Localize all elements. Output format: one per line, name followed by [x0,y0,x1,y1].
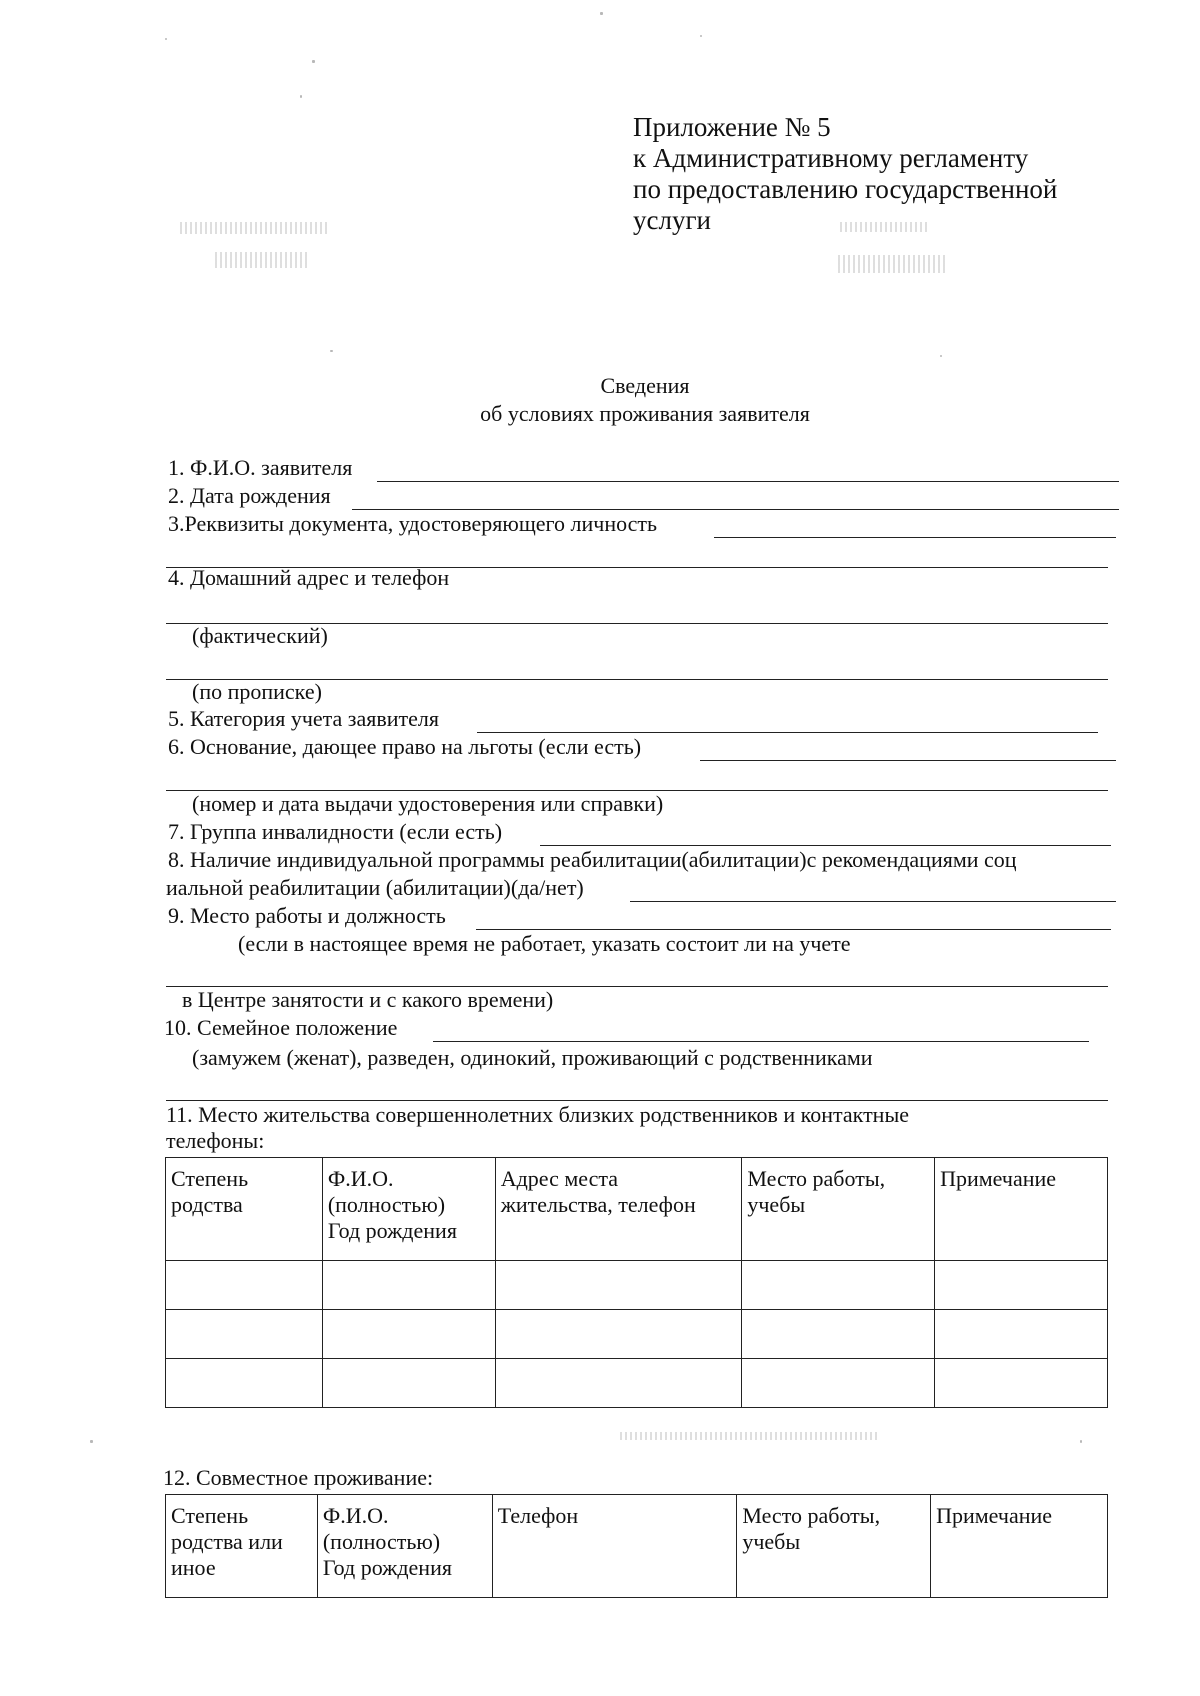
title-line-2: об условиях проживания заявителя [480,401,810,426]
table-row [166,1359,1108,1408]
field-workplace-input[interactable] [476,929,1111,930]
relatives-table [165,1157,1108,1408]
document-title [0,372,1200,428]
field-benefits-label: 6. Основание, дающее право на льготы (если есть) [168,734,642,759]
appendix-number: Приложение № 5 [633,112,831,142]
field-disability-input[interactable] [540,845,1111,846]
field-family-input-2[interactable] [166,1100,1108,1101]
appendix-line-3: по предоставлению государственной [633,174,1058,204]
field-address-label: 4. Домашний адрес и телефон [168,565,450,590]
table-cell[interactable] [742,1359,935,1408]
relatives-header-fio: Ф.И.О. (полностью) Год рождения [322,1158,495,1261]
field-fio-input[interactable] [377,481,1119,482]
cohabitants-table [165,1494,1108,1598]
field-id-document-input[interactable] [714,537,1116,538]
field-id-document-label: 3.Реквизиты документа, удостоверяющего личность [168,511,658,536]
field-disability-label: 7. Группа инвалидности (если есть) [168,819,503,844]
table-cell[interactable] [495,1359,742,1408]
field-family-input[interactable] [433,1041,1089,1042]
relatives-header-relation: Степень родства [166,1158,323,1261]
relatives-header-note: Примечание [935,1158,1108,1261]
table-cell[interactable] [495,1261,742,1310]
table-cell[interactable] [935,1310,1108,1359]
table-cell[interactable] [742,1261,935,1310]
table-cell[interactable] [322,1310,495,1359]
field-birthdate-input[interactable] [352,509,1119,510]
field-category-input[interactable] [477,732,1098,733]
relatives-table-header-row [166,1158,1108,1261]
appendix-header [633,112,1057,236]
field-rehab-label-1: 8. Наличие индивидуальной программы реабилитации(абилитации)с рекомендациями соц [168,847,1017,872]
table-cell[interactable] [166,1310,323,1359]
appendix-line-2: к Административному регламенту [633,143,1029,173]
cohabitants-table-header-row [166,1495,1108,1598]
cohabitants-header-work: Место работы, учебы [737,1495,931,1598]
section-11-label-2: телефоны: [166,1128,265,1153]
table-cell[interactable] [495,1310,742,1359]
field-fio-label: 1. Ф.И.О. заявителя [168,455,353,480]
field-family-label: 10. Семейное положение [164,1015,398,1040]
field-rehab-input[interactable] [630,901,1116,902]
field-birthdate-label: 2. Дата рождения [168,483,331,508]
table-cell[interactable] [166,1359,323,1408]
table-cell[interactable] [166,1261,323,1310]
table-cell[interactable] [935,1359,1108,1408]
cohabitants-header-note: Примечание [931,1495,1108,1598]
relatives-header-work: Место работы, учебы [742,1158,935,1261]
table-cell[interactable] [322,1261,495,1310]
relatives-header-address: Адрес места жительства, телефон [495,1158,742,1261]
field-family-note: (замужем (женат), разведен, одинокий, проживающий с родственниками [192,1045,873,1070]
field-address-actual-note: (фактический) [192,623,328,648]
field-benefits-note: (номер и дата выдачи удостоверения или справки) [192,791,664,816]
section-11-label-1: 11. Место жительства совершеннолетних близких родственников и контактные [166,1102,910,1127]
cohabitants-header-fio: Ф.И.О. (полностью) Год рождения [317,1495,492,1598]
field-address-registered-note: (по прописке) [192,679,322,704]
field-category-label: 5. Категория учета заявителя [168,706,440,731]
field-benefits-input[interactable] [700,760,1116,761]
cohabitants-header-phone: Телефон [492,1495,737,1598]
table-row [166,1261,1108,1310]
field-workplace-note-1: (если в настоящее время не работает, указать состоит ли на учете [238,931,851,956]
table-cell[interactable] [742,1310,935,1359]
field-workplace-note-2: в Центре занятости и с какого времени) [182,987,554,1012]
table-cell[interactable] [935,1261,1108,1310]
appendix-line-4: услуги [633,205,711,235]
table-cell[interactable] [322,1359,495,1408]
cohabitants-header-relation: Степень родства или иное [166,1495,318,1598]
table-row [166,1310,1108,1359]
section-12-label: 12. Совместное проживание: [163,1465,434,1490]
field-rehab-label-2: иальной реабилитации (абилитации)(да/нет) [166,875,584,900]
title-line-1: Сведения [600,373,690,398]
field-workplace-label: 9. Место работы и должность [168,903,446,928]
